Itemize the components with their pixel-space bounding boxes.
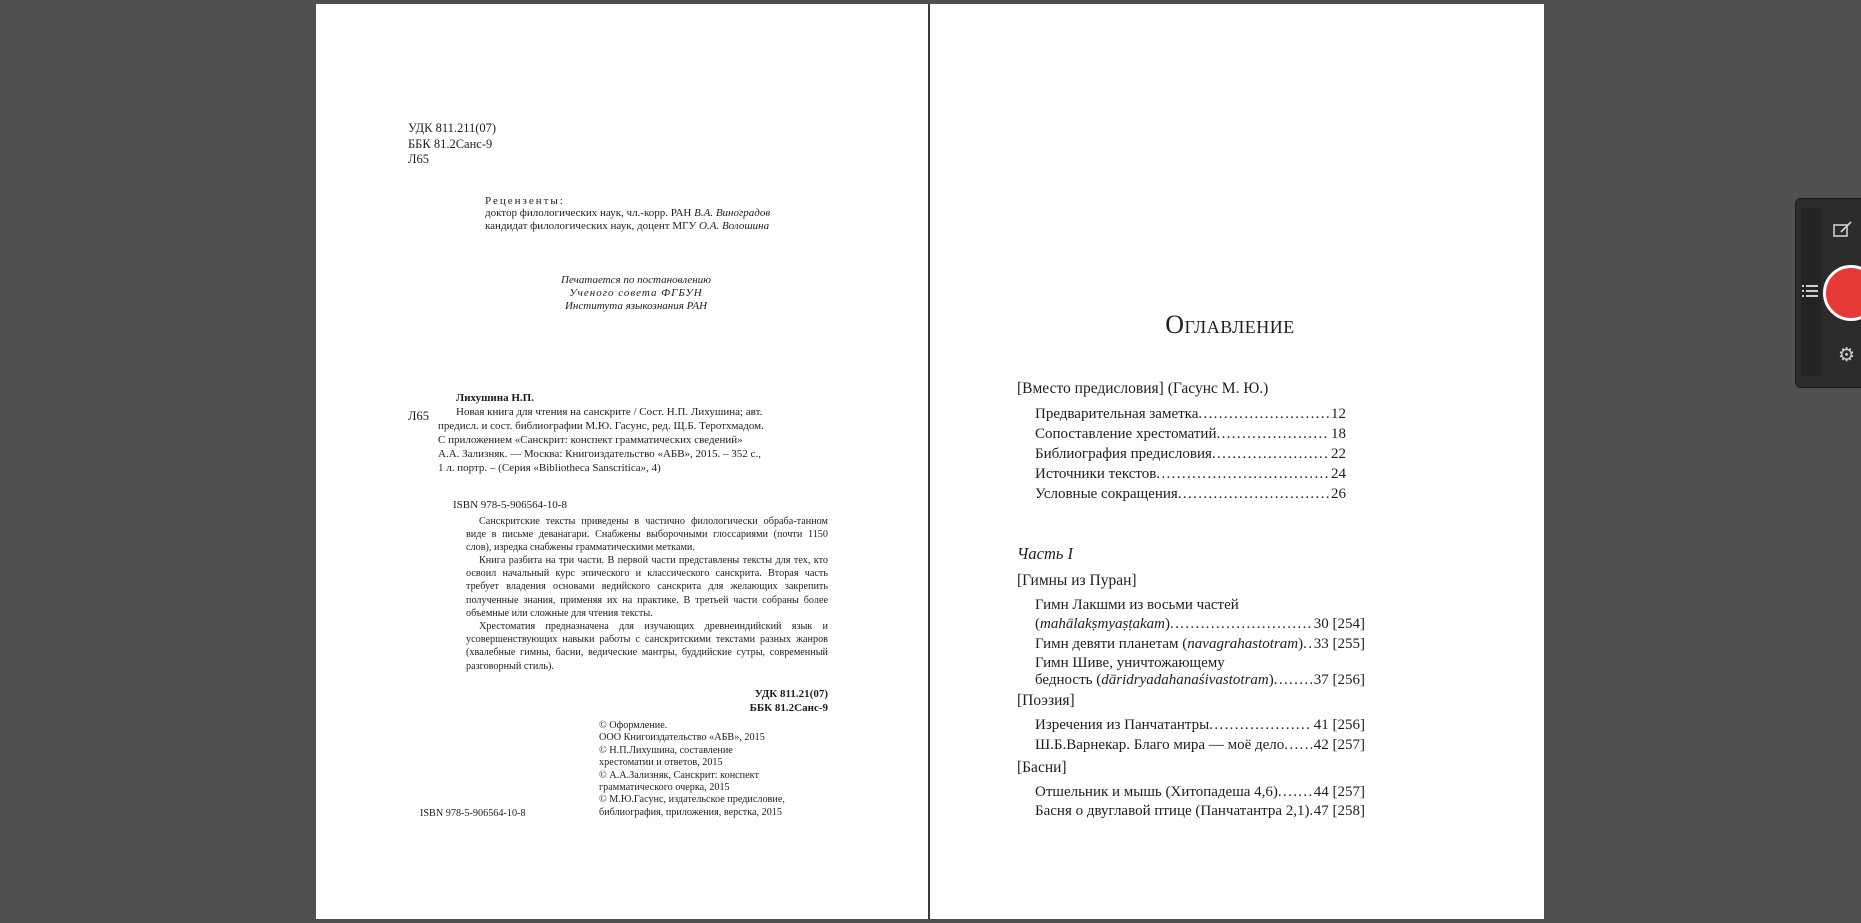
catalog-author: Лихушина Н.П. — [456, 392, 534, 404]
toc-entry-label: Ш.Б.Варнекар. Благо мира — моё дело — [1035, 737, 1285, 753]
biblio-line-5: 1 л. портр. – (Серия «Bibliotheca Sanscritica», 4) — [438, 462, 661, 474]
toc-leader — [1156, 464, 1329, 484]
biblio-line-2: предисл. и сост. библиографии М.Ю. Гасунс, ред. Щ.Б. Теротхмадом. — [438, 420, 764, 432]
toc-leader — [1274, 670, 1312, 690]
copyright-line-7: © М.Ю.Гасунс, издательское предисловие, — [599, 794, 785, 806]
list-icon[interactable] — [1802, 283, 1818, 302]
toc-section-preface: [Вместо предисловия] (Гасунс М. Ю.) — [1017, 380, 1269, 397]
copyright-line-6: грамматического очерка, 2015 — [599, 782, 730, 794]
toc-entry[interactable] — [1035, 484, 1346, 504]
toc-page-number: 42 [257] — [1313, 737, 1365, 753]
reviewer-1-title: доктор филологических наук, чл.-корр. РАН — [485, 207, 695, 219]
toc-entry[interactable] — [1035, 464, 1346, 484]
annotation-para-3: Хрестоматия предназначена для изучающих древнеиндийский язык и усовершенствующих навыки работы с санскритскими текстами разных жанров (хвалебные гимны, басни, ведические мантры, буддийские сутры, современный разговорный стиль). — [466, 621, 828, 672]
bbk-code: ББК 81.2Санс-9 — [408, 137, 493, 151]
udk-code-2: УДК 811.21(07) — [754, 688, 828, 700]
toc-entry-label — [1035, 614, 1170, 634]
toc-entry[interactable] — [1035, 801, 1365, 821]
toc-leader — [1178, 484, 1329, 504]
toc-entry[interactable] — [1035, 735, 1365, 755]
toc-entry-label: Условные сокращения — [1035, 486, 1178, 502]
toc-entry-text: бедность ( — [1035, 672, 1102, 688]
toc-page-number: 22 — [1331, 446, 1346, 462]
biblio-line-1: Новая книга для чтения на санскрите / Сост. Н.П. Лихушина; авт. — [456, 406, 763, 418]
toc-entry-label — [1035, 634, 1303, 654]
copyright-block — [599, 720, 785, 819]
toc-entry-label: Изречения из Панчатантры — [1035, 717, 1210, 733]
toc-entry[interactable] — [1035, 670, 1365, 690]
annotation-para-1: Санскритские тексты приведены в частично филологически обраба-танном виде в письме деванагари. Снабжены выборочными глоссариями (почти 1150 слов), изредка снабжены грамматическими метками. — [466, 516, 828, 554]
toc-page-number: 44 [257] — [1313, 784, 1365, 800]
toc-entry-label — [1035, 670, 1274, 690]
toc-title — [930, 310, 1530, 340]
copyright-line-4: хрестоматии и ответов, 2015 — [599, 757, 723, 769]
toc-leader — [1216, 424, 1329, 444]
toc-entry[interactable] — [1035, 782, 1365, 802]
toc-entry-label: Басня о двуглавой птице (Панчатантра 2,1) — [1035, 803, 1310, 819]
reviewer-2-title: кандидат филологических наук, доцент МГУ — [485, 220, 700, 232]
toc-page-number: 33 [255] — [1313, 636, 1365, 652]
copyright-line-5: © А.А.Зализняк, Санскрит: конспект — [599, 769, 759, 781]
toc-page-number: 12 — [1331, 406, 1346, 422]
toc-leader — [1278, 782, 1312, 802]
print-notice-3: Института языкознания РАН — [564, 300, 708, 312]
toc-leader — [1212, 444, 1329, 464]
author-mark: Л65 — [408, 152, 429, 166]
toc-leader — [1303, 634, 1312, 654]
toc-entry[interactable] — [1035, 404, 1346, 424]
reviewer-2 — [485, 220, 769, 233]
reviewer-1-name: В.А. Виноградов — [694, 207, 771, 219]
toc-leader — [1209, 715, 1312, 735]
copyright-line-2: ООО Книгоиздательство «АБВ», 2015 — [599, 732, 765, 744]
reviewer-1 — [485, 207, 770, 220]
translit-title: mahālakṣmyaṣṭakam — [1040, 616, 1165, 632]
copyright-line-8: библиография, приложения, верстка, 2015 — [599, 806, 782, 818]
annotation-para-2: Книга разбита на три части. В первой части представлены тексты для тех, кто освоил начальный курс эпического и классического санскрита. Вторая часть требует владения основами ведийского санскрита для желающих закрепить полученные знания, применяя их на практике. В третьей части собраны более объемные или сложные для чтения тексты. — [466, 555, 828, 619]
toc-part-1: Часть I — [1017, 544, 1073, 563]
toc-entry-label: Библиография предисловия — [1035, 446, 1212, 462]
toc-entry-label: Сопоставление хрестоматий — [1035, 426, 1217, 442]
paren-close: ) — [1268, 672, 1274, 688]
gear-icon[interactable]: ⚙ — [1838, 344, 1856, 366]
toc-title-text: Оглавление — [1165, 310, 1295, 339]
toc-page-number: 41 [256] — [1313, 717, 1365, 733]
translit-title: dāridryadahanaśivastotram — [1101, 672, 1269, 688]
biblio-line-3: С приложением «Санскрит: конспект грамматических сведений» — [438, 434, 743, 446]
paren-open: ( — [1035, 616, 1040, 632]
toc-entry-line1[interactable]: Гимн Лакшми из восьми частей — [1035, 597, 1239, 613]
biblio-line-4: А.А. Зализняк. — Москва: Книгоиздательство «АБВ», 2015. – 352 с., — [438, 448, 761, 460]
toc-page-number: 26 — [1331, 486, 1346, 502]
catalog-code: Л65 — [408, 409, 429, 423]
toc-section-poetry: [Поэзия] — [1017, 692, 1075, 709]
bbk-code-2: ББК 81.2Санс-9 — [749, 702, 828, 714]
toc-page-number: 30 [254] — [1313, 616, 1365, 632]
print-notice-2: Ученого совета ФГБУН — [569, 287, 703, 299]
isbn: ISBN 978-5-906564-10-8 — [453, 499, 567, 511]
toc-entry-label: Отшельник и мышь (Хитопадеша 4,6) — [1035, 784, 1278, 800]
toc-section-fables: [Басни] — [1017, 759, 1067, 776]
toc-entry-text: Гимн девяти планетам ( — [1035, 636, 1188, 652]
toc-entry[interactable] — [1035, 444, 1346, 464]
toc-entry-label: Источники текстов — [1035, 466, 1157, 482]
copyright-line-1: © Оформление. — [599, 720, 668, 731]
toc-section-hymns: [Гимны из Пуран] — [1017, 572, 1137, 589]
toc-entry[interactable] — [1035, 634, 1365, 654]
paren-close: ) — [1298, 636, 1304, 652]
left-page — [316, 4, 928, 919]
paren-close: ) — [1164, 616, 1170, 632]
isbn-bottom: ISBN 978-5-906564-10-8 — [420, 808, 526, 819]
toc-page-number: 24 — [1331, 466, 1346, 482]
reviewers-label: Рецензенты: — [485, 195, 565, 207]
toc-leader — [1198, 404, 1329, 424]
toc-page-number: 18 — [1331, 426, 1346, 442]
udk-code: УДК 811.211(07) — [408, 121, 497, 135]
translit-title: navagrahastotram — [1187, 636, 1299, 652]
toc-entry[interactable] — [1035, 715, 1365, 735]
copyright-line-3: © Н.П.Лихушина, составление — [599, 744, 733, 756]
right-page — [930, 4, 1544, 919]
toc-page-number: 37 [256] — [1313, 672, 1365, 688]
toc-leader — [1284, 735, 1311, 755]
toc-entry[interactable] — [1035, 424, 1346, 444]
toc-page-number: 47 [258] — [1313, 803, 1365, 819]
toc-entry[interactable] — [1035, 614, 1365, 634]
toc-leader — [1170, 614, 1312, 634]
toc-entry-line1[interactable]: Гимн Шиве, уничтожающему — [1035, 655, 1225, 671]
print-notice-1: Печатается по постановлению — [560, 274, 712, 286]
toc-entry-label: Предварительная заметка — [1035, 406, 1199, 422]
reviewer-2-name: О.А. Волошина — [699, 220, 770, 232]
edit-window-icon[interactable] — [1832, 220, 1854, 245]
